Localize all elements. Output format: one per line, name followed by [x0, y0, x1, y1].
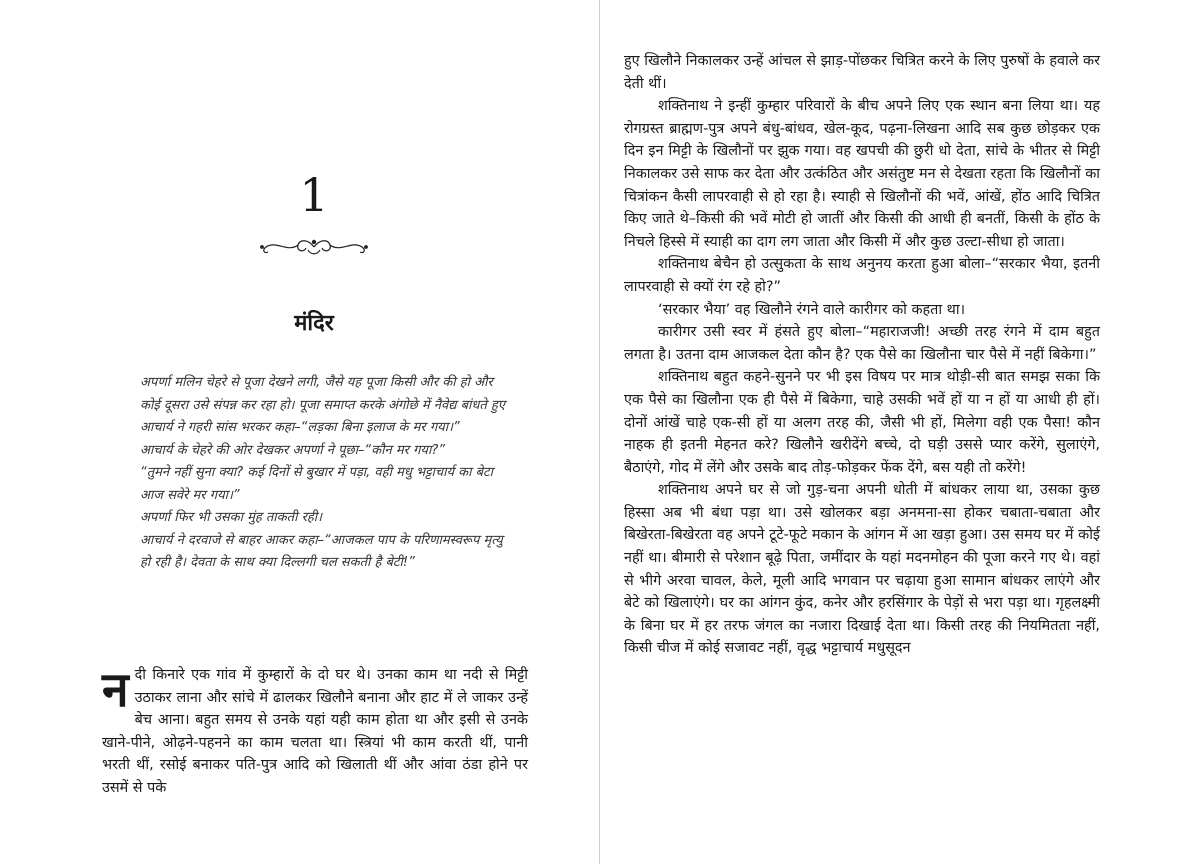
epigraph: [140, 372, 510, 575]
epigraph-line: आचार्य के चेहरे की ओर देखकर अपर्णा ने पूछा–“कौन मर गया?”: [140, 442, 445, 458]
paragraph: हुए खिलौने निकालकर उन्हें आंचल से झाड़-पोंछकर चित्रित करने के लिए पुरुषों के हवाले कर देती थीं।: [624, 53, 1100, 92]
right-body-text: [624, 50, 1100, 660]
paragraph: कारीगर उसी स्वर में हंसते हुए बोला–“महाराजजी! अच्छी तरह रंगने में दाम बहुत लगता है। उतना दाम आजकल देता कौन है? एक पैसे का खिलौना चार पैसे में नहीं बिकेगा।”: [624, 324, 1100, 363]
opening-paragraph-text: दी किनारे एक गांव में कुम्हारों के दो घर थे। उनका काम था नदी से मिट्टी उठाकर लाना और सांचे में ढालकर खिलौने बनाना और हाट में ले जाकर उन्हें बेच आना। बहुत समय से उनके यहां यही काम होता था और इसी से उनके खाने-पीने, ओढ़ने-पहनने का काम चलता था। स्त्रियां भी काम करती थीं, पानी भरती थीं, रसोई बनाकर पति-पुत्र आदि को खिलाती थीं और आंवा ठंडा होने पर उसमें से पके: [102, 667, 528, 796]
chapter-title: मंदिर: [294, 311, 334, 336]
paragraph: शक्तिनाथ ने इन्हीं कुम्हार परिवारों के बीच अपने लिए एक स्थान बना लिया था। यह रोगग्रस्त ब्राह्मण-पुत्र अपने बंधु-बांधव, खेल-कूद, पढ़ना-लिखना आदि सब कुछ छोड़कर एक दिन इन मिट्टी के खिलौनों पर झुक गया। वह खपची की छुरी धो देता, सांचे के भीतर से मिट्टी निकालकर उसे साफ कर देता और उत्कंठित और असंतुष्ट मन से देखता रहता कि खिलौनों का चित्रांकन कैसी लापरवाही से हो रहा है। स्याही से खिलौनों की भवें, आंखें, होंठ आदि चित्रित किए जाते थे–किसी की भवें मोटी हो जातीं और किसी की आधी ही बनतीं, किसी के होंठ के निचले हिस्से में स्याही का दाग लग जाता और किसी में और कुछ उल्टा-सीधा हो जाता।: [624, 98, 1100, 250]
chapter-number: 1: [299, 168, 329, 222]
epigraph-line: आचार्य ने दरवाजे से बाहर आकर कहा–“आजकल पाप के परिणामस्वरूप मृत्यु हो रही है। देवता के साथ क्या दिल्लगी चल सकती है बेटी!”: [140, 532, 503, 570]
paragraph: शक्तिनाथ बेचैन हो उत्सुकता के साथ अनुनय करता हुआ बोला–“सरकार भैया, इतनी लापरवाही से क्यों रंग रहे हो?”: [624, 256, 1100, 295]
paragraph: ‘सरकार भैया’ वह खिलौने रंगने वाले कारीगर को कहता था।: [658, 301, 966, 318]
flourish-ornament-icon: [258, 236, 370, 258]
paragraph: शक्तिनाथ अपने घर से जो गुड़-चना अपनी धोती में बांधकर लाया था, उसका कुछ हिस्सा अब भी बंधा पड़ा था। उसे खोलकर बड़ा अनमना-सा होकर चबाता-चबाता और बिखेरता-बिखेरता वह अपने टूटे-फूटे मकान के आंगन में आ खड़ा हुआ। उस समय घर में कोई नहीं था। बीमारी से परेशान बूढ़े पिता, जमींदार के यहां मदनमोहन की पूजा करने गए थे। वहां से भीगे अरवा चावल, केले, मूली आदि भगवान पर चढ़ाया हुआ सामान बांधकर लाएंगे और बेटे को खिलाएंगे। घर का आंगन कुंद, कनेर और हरसिंगार के पेड़ों से भरा पड़ा था। गृहलक्ष्मी के बिना घर में हर तरफ जंगल का नजारा दिखाई देता था। किसी तरह की नियमितता नहीं, किसी चीज में कोई सजावट नहीं, वृद्ध भट्टाचार्य मधुसूदन: [624, 482, 1100, 657]
epigraph-line: अपर्णा फिर भी उसका मुंह ताकती रही।: [140, 510, 323, 525]
paragraph: शक्तिनाथ बहुत कहने-सुनने पर भी इस विषय पर मात्र थोड़ी-सी बात समझ सका कि एक पैसे का खिलौना एक ही पैसे में बिकेगा, चाहे उसकी भवें हों या न हों या आधी ही हों। दोनों आंखें चाहे एक-सी हों या अलग तरह की, जैसी भी हों, मिलेगा वही एक पैसा! कौन नाहक ही इतनी मेहनत करे? खिलौने खरीदेंगे बच्चे, दो घड़ी उससे प्यार करेंगे, सुलाएंगे, बैठाएंगे, गोद में लेंगे और उसके बाद तोड़-फोड़कर फेंक देंगे, बस यही तो करेंगे!: [624, 369, 1100, 476]
left-body-text: [102, 664, 528, 800]
drop-cap: न: [102, 662, 129, 718]
epigraph-line: अपर्णा मलिन चेहरे से पूजा देखने लगी, जैसे यह पूजा किसी और की हो और कोई दूसरा उसे संपन्न कर रहा हो। पूजा समाप्त करके अंगोछे में नैवेद्य बांधते हुए आचार्य ने गहरी सांस भरकर कहा–“लड़का बिना इलाज के मर गया।”: [140, 375, 505, 435]
opening-paragraph: [102, 664, 528, 800]
epigraph-line: “तुमने नहीं सुना क्या? कई दिनों से बुखार में पड़ा, वही मधु भट्टाचार्य का बेटा आज सवेरे मर गया।”: [140, 465, 493, 503]
